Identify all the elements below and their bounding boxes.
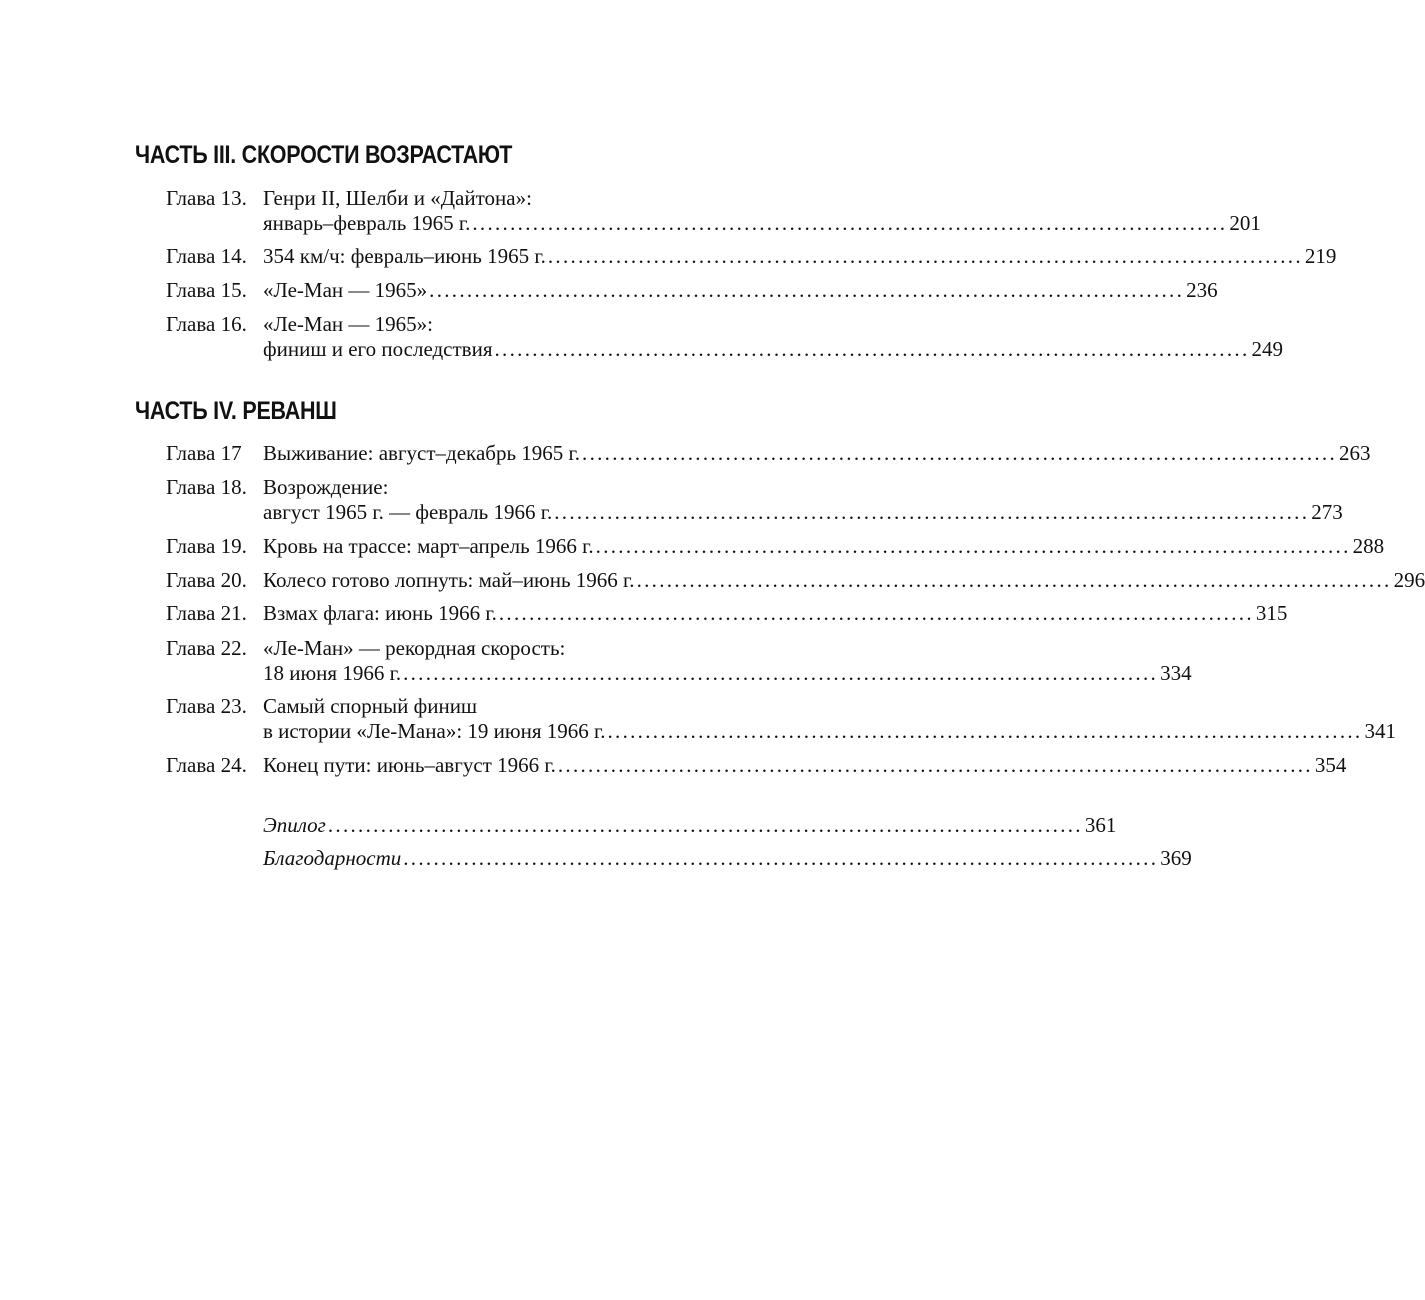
page-number: 369: [1160, 846, 1192, 870]
chapter-number: Глава 23.: [166, 694, 247, 718]
chapter-number: Глава 18.: [166, 475, 247, 499]
chapter-title-line: [263, 441, 1371, 465]
page-number: 334: [1160, 661, 1192, 685]
page-number: 341: [1364, 719, 1396, 743]
leader-dots: ....................................................................................................: [557, 753, 1313, 777]
chapter-title-line1: Генри II, Шелби и «Дайтона»:: [263, 186, 532, 210]
chapter-title-line: [263, 601, 1288, 625]
leader-dots: ....................................................................................................: [607, 719, 1363, 743]
leader-dots: ....................................................................................................: [636, 568, 1392, 592]
page-number: 354: [1314, 753, 1347, 777]
chapter-title-line2: [263, 337, 1283, 361]
page-number: 201: [1229, 211, 1261, 235]
page-number: 361: [1084, 813, 1117, 837]
leader-dots: ....................................................................................................: [554, 500, 1310, 524]
leader-dots: ....................................................................................................: [595, 534, 1351, 558]
back-matter-line: [263, 846, 1192, 870]
page-number: 288: [1352, 534, 1385, 558]
chapter-title-line2: [263, 211, 1261, 235]
page-number: 236: [1186, 278, 1218, 302]
chapter-title: Выживание: август–декабрь 1965 г.: [263, 441, 581, 465]
page-number: 296: [1393, 568, 1425, 592]
page-number: 249: [1251, 337, 1283, 361]
chapter-number: Глава 14.: [166, 244, 247, 268]
chapter-title: в истории «Ле-Мана»: 19 июня 1966 г.: [263, 719, 606, 743]
chapter-title: «Ле-Ман — 1965»: [263, 278, 428, 302]
leader-dots: ....................................................................................................: [494, 337, 1250, 361]
chapter-title: август 1965 г. — февраль 1966 г.: [263, 500, 553, 524]
leader-dots: ....................................................................................................: [472, 211, 1228, 235]
chapter-number: Глава 17: [166, 441, 242, 465]
leader-dots: ....................................................................................................: [403, 846, 1159, 870]
leader-dots: ....................................................................................................: [327, 813, 1083, 837]
leader-dots: ....................................................................................................: [582, 441, 1338, 465]
back-matter-title: Благодарности: [263, 846, 402, 870]
chapter-title: Взмах флага: июнь 1966 г.: [263, 601, 497, 625]
chapter-title-line: [263, 244, 1337, 268]
page-number: 315: [1255, 601, 1288, 625]
leader-dots: ....................................................................................................: [498, 601, 1254, 625]
leader-dots: ....................................................................................................: [429, 278, 1185, 302]
chapter-number: Глава 13.: [166, 186, 247, 210]
chapter-title: январь–февраль 1965 г.: [263, 211, 471, 235]
chapter-title-line1: «Ле-Ман» — рекордная скорость:: [263, 636, 566, 660]
chapter-number: Глава 21.: [166, 601, 247, 625]
chapter-title: Колесо готово лопнуть: май–июнь 1966 г.: [263, 568, 635, 592]
chapter-title-line1: Самый спорный финиш: [263, 694, 478, 718]
chapter-title: 18 июня 1966 г.: [263, 661, 402, 685]
chapter-number: Глава 19.: [166, 534, 247, 558]
chapter-title-line: [263, 278, 1218, 302]
chapter-number: Глава 16.: [166, 312, 247, 336]
leader-dots: ....................................................................................................: [403, 661, 1159, 685]
chapter-title-line2: [263, 719, 1396, 743]
chapter-title-line2: [263, 500, 1343, 524]
chapter-title: 354 км/ч: февраль–июнь 1965 г.: [263, 244, 546, 268]
page-number: 263: [1339, 441, 1371, 465]
chapter-title-line1: Возрождение:: [263, 475, 389, 499]
page-number: 219: [1304, 244, 1337, 268]
leader-dots: ....................................................................................................: [547, 244, 1303, 268]
chapter-number: Глава 15.: [166, 278, 247, 302]
back-matter-line: [263, 813, 1117, 837]
chapter-title-line: [263, 534, 1385, 558]
chapter-title: Кровь на трассе: март–апрель 1966 г.: [263, 534, 594, 558]
chapter-title: Конец пути: июнь–август 1966 г.: [263, 753, 556, 777]
part-4-title: ЧАСТЬ IV. РЕВАНШ: [135, 397, 337, 425]
chapter-title: финиш и его последствия: [263, 337, 493, 361]
chapter-title-line: [263, 753, 1347, 777]
chapter-title-line1: «Ле-Ман — 1965»:: [263, 312, 433, 336]
chapter-number: Глава 24.: [166, 753, 247, 777]
chapter-number: Глава 22.: [166, 636, 247, 660]
page-number: 273: [1311, 500, 1343, 524]
part-3-title: ЧАСТЬ III. СКОРОСТИ ВОЗРАСТАЮТ: [135, 141, 513, 169]
chapter-number: Глава 20.: [166, 568, 247, 592]
back-matter-title: Эпилог: [263, 813, 326, 837]
chapter-title-line2: [263, 661, 1192, 685]
chapter-title-line: [263, 568, 1425, 592]
